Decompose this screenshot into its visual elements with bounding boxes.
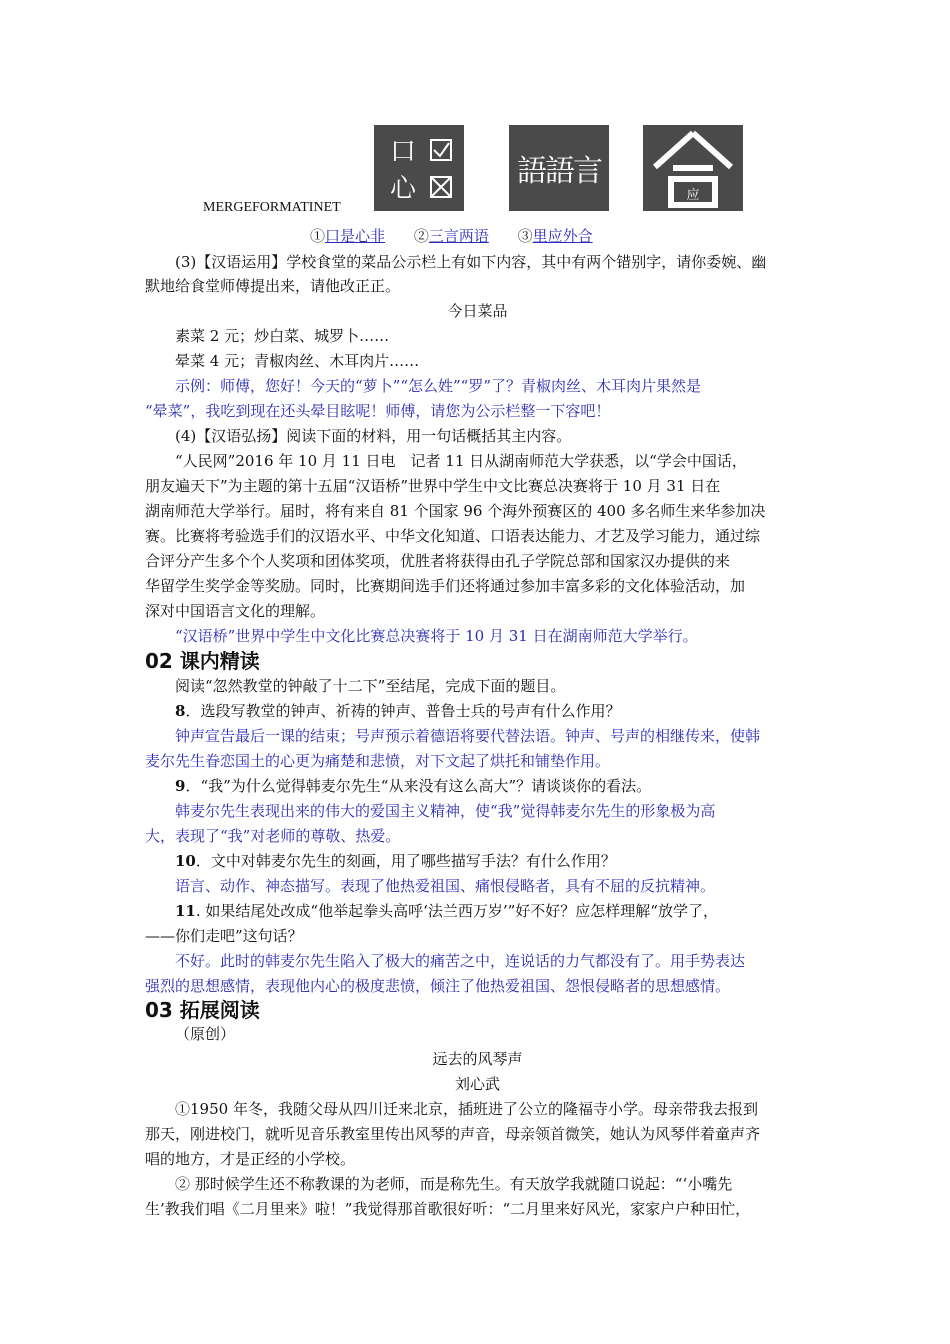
option-1-num: ① xyxy=(310,227,326,245)
q9-text: ．“我”为什么觉得韩麦尔先生“从来没有这么高大”？请谈谈你的看法。 xyxy=(185,777,652,795)
menu-item-2: 晕菜 4 元；青椒肉丝、木耳肉片…… xyxy=(175,352,420,370)
option-2-link[interactable]: 三言两语 xyxy=(428,227,489,245)
q10-answer: 语言、动作、神态描写。表现了他热爱祖国、痛恨侵略者，具有不屈的反抗精神。 xyxy=(175,877,716,895)
question-9 xyxy=(175,776,810,796)
article-p2-line2: 生’教我们唱《二月里来》啦！”我觉得那首歌很好听：“二月里来好风光，家家户户种田忙， xyxy=(145,1200,751,1218)
q8-number: 8 xyxy=(175,702,186,720)
q9-answer-line1: 韩麦尔先生表现出来的伟大的爱国主义精神，使“我”觉得韩麦尔先生的形象极为高 xyxy=(175,802,716,820)
q3-answer-line1: 示例：师傅，您好！今天的“萝卜”“怎么姓”“罗”了？青椒肉丝、木耳肉片果然是 xyxy=(175,377,702,395)
q4-passage-6: 华留学生奖学金等奖励。同时，比赛期间选手们还将通过参加丰富多彩的文化体验活动，加 xyxy=(145,577,746,595)
q8-text: ．选段写教堂的钟声、祈祷的钟声、普鲁士兵的号声有什么作用？ xyxy=(185,702,621,720)
q11-text-line2: ——你们走吧”这句话？ xyxy=(145,927,303,945)
answer-options xyxy=(310,226,593,246)
q4-passage-1: “人民网”2016 年 10 月 11 日电 记者 11 日从湖南师范大学获悉，以“学会中国话， xyxy=(175,452,747,470)
article-p1-line3: 唱的地方，才是正经的小学校。 xyxy=(145,1150,356,1168)
q4-passage-2: 朋友遍天下”为主题的第十五届“汉语桥”世界中学生中文比赛总决赛将于 10 月 31 日在 xyxy=(145,477,721,495)
q4-line1: (4)【汉语弘扬】阅读下面的材料，用一句话概括其主内容。 xyxy=(175,427,572,445)
image-mouth-heart xyxy=(374,125,464,211)
option-3-link[interactable]: 里应外合 xyxy=(532,227,593,245)
q3-line2: 默地给食堂师傅提出来，请他改正正。 xyxy=(145,277,401,295)
q4-passage-5: 合评分产生多个个人奖项和团体奖项，优胜者将获得由孔子学院总部和国家汉办提供的来 xyxy=(145,552,731,570)
q11-number: 11 xyxy=(175,902,196,920)
img3-inner-char: 应 xyxy=(686,188,700,203)
q8-answer-line1: 钟声宣告最后一课的结束；号声预示着德语将要代替法语。钟声、号声的相继传来，使韩 xyxy=(175,727,761,745)
q3-line1: (3)【汉语运用】学校食堂的菜品公示栏上有如下内容，其中有两个错别字，请你委婉、幽 xyxy=(175,253,767,271)
option-1-link[interactable]: 口是心非 xyxy=(325,227,386,245)
q11-answer-line1: 不好。此时的韩麦尔先生陷入了极大的痛苦之中，连说话的力气都没有了。用手势表达 xyxy=(175,952,746,970)
q10-number: 10 xyxy=(175,852,196,870)
img2-chars: 語語言 xyxy=(517,154,601,189)
question-10 xyxy=(175,851,810,871)
q3-answer-line2: “晕菜”，我吃到现在还头晕目眩呢！师傅，请您为公示栏整一下容吧！ xyxy=(145,402,611,420)
q4-passage-4: 赛。比赛将考验选手们的汉语水平、中华文化知道、口语表达能力、才艺及学习能力，通过综 xyxy=(145,527,761,545)
q9-number: 9 xyxy=(175,777,186,795)
q4-passage-7: 深对中国语言文化的理解。 xyxy=(145,602,326,620)
combine-graphic xyxy=(643,125,743,211)
mouth-heart-graphic xyxy=(374,125,464,211)
img1-bottom-char: 心 xyxy=(390,174,417,204)
question-8 xyxy=(175,701,810,721)
q8-answer-line2: 麦尔先生眷恋国土的心更为痛楚和悲愤，对下文起了烘托和铺垫作用。 xyxy=(145,752,611,770)
q4-answer: “汉语桥”世界中学生中文化比赛总决赛将于 10 月 31 日在湖南师范大学举行。 xyxy=(175,627,698,645)
option-2-num: ② xyxy=(413,227,429,245)
section-02-heading: 02 课内精读 xyxy=(145,649,260,673)
image-combine xyxy=(643,125,743,211)
menu-title: 今日菜品 xyxy=(447,302,508,320)
q11-answer-line2: 强烈的思想感情，表现他内心的极度悲愤，倾注了他热爱祖国、怨恨侵略者的思想感情。 xyxy=(145,977,731,995)
q11-text-line1: . 如果结尾处改成“他举起拳头高呼‘法兰西万岁’”好不好？应怎样理解“放学了， xyxy=(195,902,718,920)
menu-item-1: 素菜 2 元；炒白菜、城罗卜…… xyxy=(175,327,390,345)
article-author: 刘心武 xyxy=(454,1075,500,1093)
article-p2-line1: ② 那时候学生还不称教课的为老师，而是称先生。有天放学我就随口说起：“‘小嘴先 xyxy=(175,1175,733,1193)
article-title: 远去的风琴声 xyxy=(432,1050,523,1068)
original-note: （原创） xyxy=(175,1025,236,1043)
section-03-heading: 03 拓展阅读 xyxy=(145,998,260,1022)
q10-text: ．文中对韩麦尔先生的刻画，用了哪些描写手法？有什么作用？ xyxy=(195,852,616,870)
image-three-words xyxy=(509,125,609,211)
question-11 xyxy=(175,901,810,921)
option-3-num: ③ xyxy=(517,227,533,245)
q4-passage-3: 湖南师范大学举行。届时，将有来自 81 个国家 96 个海外预赛区的 400 多名师生来华参加决 xyxy=(145,502,766,520)
article-p1-line2: 那天，刚进校门，就听见音乐教室里传出风琴的声音，母亲领首微笑，她认为风琴伴着童声齐 xyxy=(145,1125,761,1143)
section-02-intro: 阅读“忽然教堂的钟敲了十二下”至结尾，完成下面的题目。 xyxy=(175,677,566,695)
merge-field-text: MERGEFORMATINET xyxy=(203,200,341,215)
q9-answer-line2: 大，表现了“我”对老师的尊敬、热爱。 xyxy=(145,827,401,845)
img1-top-char: 口 xyxy=(390,137,417,167)
article-p1-line1: ①1950 年冬，我随父母从四川迁来北京，插班进了公立的隆福寺小学。母亲带我去报到 xyxy=(175,1100,758,1118)
